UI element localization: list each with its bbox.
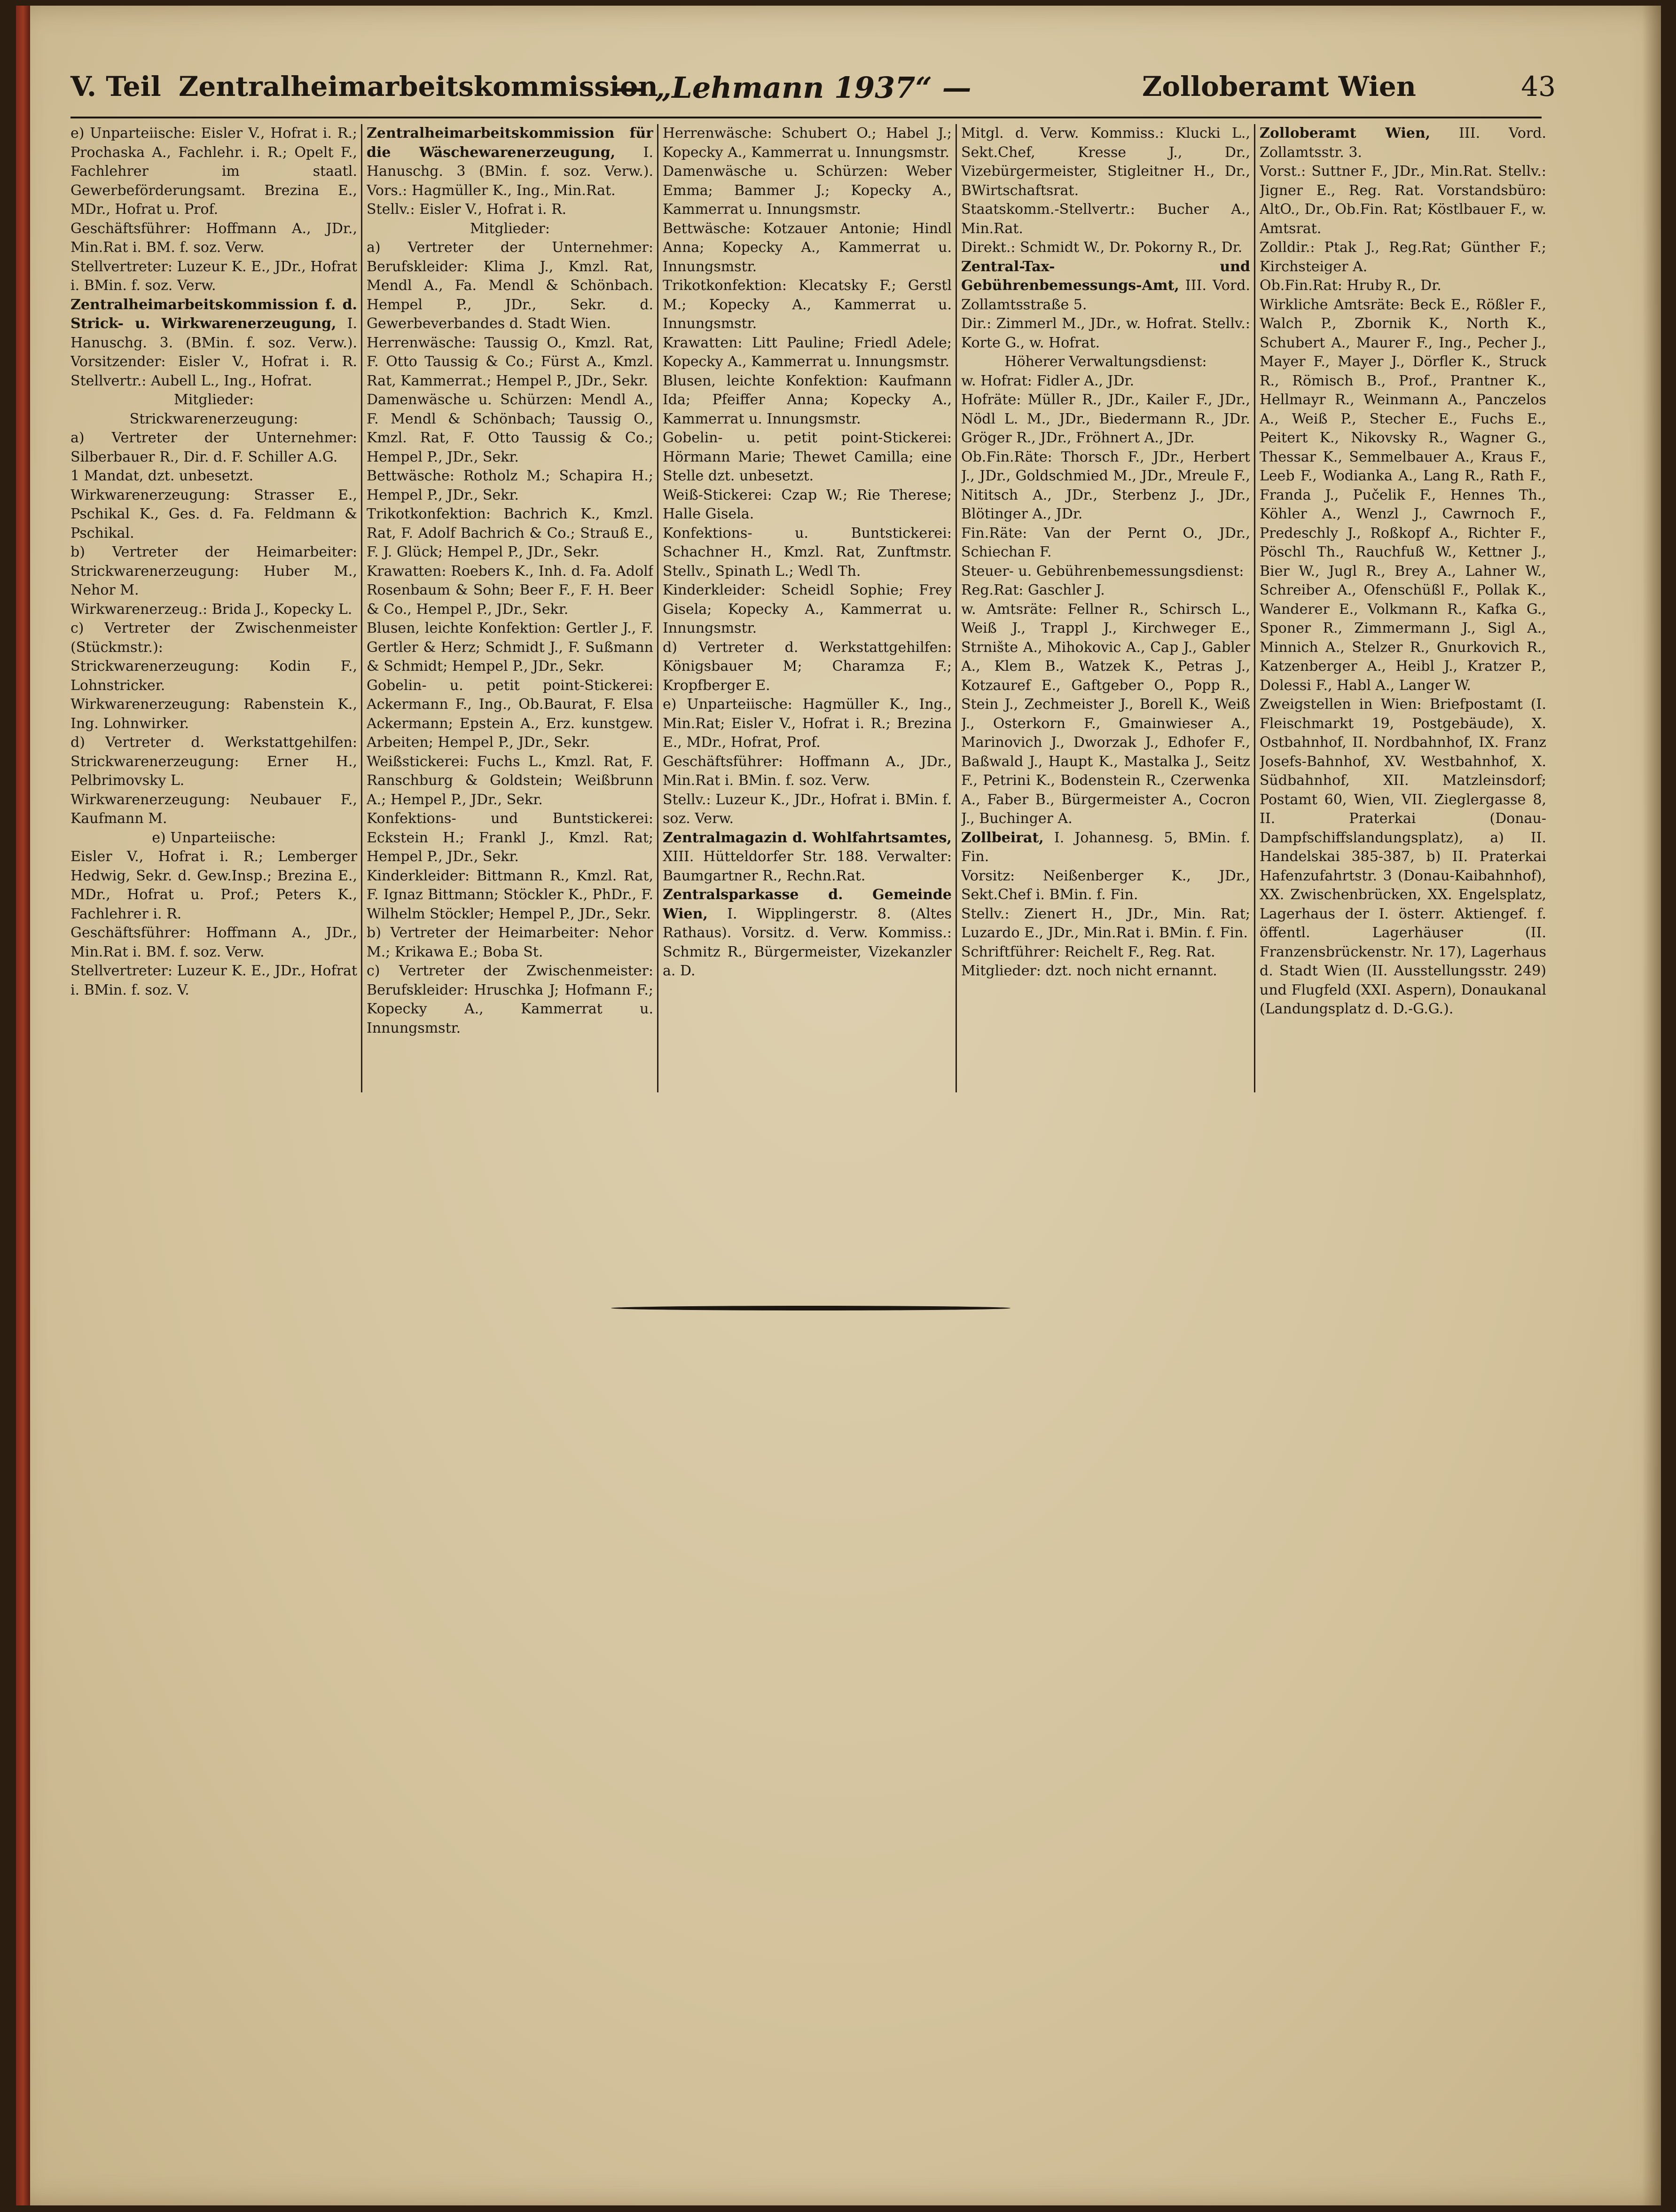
column-divider: [1254, 124, 1255, 1092]
entry-paragraph: Mitgl. d. Verw. Kommiss.: Klucki L., Sekt.Chef, Kresse J., Dr., Vizebürgermeister, Stigleitner H., Dr., BWirtschaftsrat.: [961, 125, 1250, 199]
entry-paragraph: Bettwäsche: Kotzauer Antonie; Hindl Anna; Kopecky A., Kammerrat u. Innungsmstr.: [663, 220, 952, 275]
entry-paragraph: Mitglieder:: [174, 392, 254, 408]
entry-paragraph: Wirkwarenerzeugung: Strasser E., Pschikal K., Ges. d. Fa. Feldmann & Pschikal.: [70, 486, 357, 541]
entry-paragraph: Zentral-Tax- und Gebührenbemessungs-Amt, III. Vord. Zollamtsstraße 5.: [961, 258, 1250, 313]
entry-paragraph: a) Vertreter der Unternehmer: Silberbauer R., Dir. d. F. Schiller A.G.: [70, 430, 357, 465]
entry-paragraph: Geschäftsführer: Hoffmann A., JDr., Min.Rat i. BMin. f. soz. Verw.: [663, 753, 952, 789]
entry-paragraph: Zolldir.: Ptak J., Reg.Rat; Günther F.; Kirchsteiger A.: [1260, 239, 1546, 275]
header-right-title: Zolloberamt Wien: [1142, 71, 1416, 102]
entry-paragraph: Herrenwäsche: Taussig O., Kmzl. Rat, F. Otto Taussig & Co.; Fürst A., Kmzl. Rat, Kammerrat.; Hempel P., JDr., Sekr.: [367, 334, 653, 389]
entry-paragraph: c) Vertreter der Zwischenmeister (Stückmstr.):: [70, 620, 357, 656]
entry-paragraph: w. Amtsräte: Fellner R., Schirsch L., Weiß J., Trappl J., Kirchweger E., Strnište A., Mihokovic A., Cap J., Gabler A., Klem B., Watzek K., Petras J., Kotzauref E., Gaftgeber O., Popp R., Stein J., Zechmeister J., Borell K., Weiß J., Osterkorn F., Gmainwieser A., Marinovich J., Dworzak J., Edhofer F., Baßwald J., Haupt K., Mastalka J., Seitz F., Petrini K., Bodenstein R., Czerwenka A., Faber B., Bürgermeister A., Cocron J., Buchinger A.: [961, 601, 1250, 827]
header-part-label: V. Teil: [70, 71, 161, 102]
entry-paragraph: Kinderkleider: Bittmann R., Kmzl. Rat, F. Ignaz Bittmann; Stöckler K., PhDr., F. Wilhelm Stöckler; Hempel P., JDr., Sekr.: [367, 867, 653, 922]
header-left-title: Zentralheimarbeitskommission: [179, 71, 658, 102]
entry-paragraph: w. Hofrat: Fidler A., JDr.: [961, 372, 1135, 389]
page-number: 43: [1521, 71, 1556, 102]
entry-paragraph: Direkt.: Schmidt W., Dr. Pokorny R., Dr.: [961, 239, 1243, 256]
text-column-3: [663, 124, 952, 1088]
entry-paragraph: Wirkliche Amtsräte: Beck E., Rößler F., Walch P., Zbornik K., North K., Schubert A., Maurer F., Ing., Pecher J., Mayer F., Mayer J., Dörfler K., Struck R., Römisch B., Prof., Prantner K., Hellmayr R., Weinmann A., Panczelos A., Weiß P., Stecher E., Fuchs E., Peitert K., Nikovsky R., Wagner G., Thessar K., Semmelbauer A., Kraus F., Leeb F., Wodianka A., Lang R., Rath F., Franda J., Pučelik F., Hennes Th., Köhler A., Wenzl J., Cawrnoch F., Predeschly J., Roßkopf A., Richter F., Pöschl Th., Rauchfuß W., Kettner J., Bier W., Jugl R., Brey A., Lahner W., Schreiber A., Ofenschüßl F., Pollak K., Wanderer E., Volkmann R., Kafka G., Sponer R., Zimmermann J., Sigl A., Minnich A., Stelzer R., Gnurkovich R., Katzenberger A., Heibl J., Kratzer P., Dolessi F., Habl A., Langer W.: [1260, 296, 1546, 694]
entry-paragraph: Ob.Fin.Rat: Hruby R., Dr.: [1260, 277, 1441, 294]
entry-paragraph: Zentralheimarbeitskommission für die Wäschewarenerzeugung, I. Hanuschg. 3 (BMin. f. soz. Verw.). Vors.: Hagmüller K., Ing., Min.Rat.: [367, 125, 653, 199]
entry-paragraph: Bettwäsche: Rotholz M.; Schapira H.; Hempel P., JDr., Sekr.: [367, 468, 653, 503]
text-column-4: [961, 124, 1250, 1088]
entry-paragraph: Stellv.: Zienert H., JDr., Min. Rat; Luzardo E., JDr., Min.Rat i. BMin. f. Fin.: [961, 905, 1250, 941]
entry-paragraph: Zollbeirat, I. Johannesg. 5, BMin. f. Fin.: [961, 829, 1250, 865]
entry-paragraph: Stellvertreter: Luzeur K. E., JDr., Hofrat i. BMin. f. soz. V.: [70, 963, 357, 998]
entry-paragraph: Stellv.: Eisler V., Hofrat i. R.: [367, 201, 567, 218]
entry-heading: Zollbeirat,: [961, 829, 1044, 846]
entry-paragraph: Krawatten: Roebers K., Inh. d. Fa. Adolf Rosenbaum & Sohn; Beer F., F. H. Beer & Co., Hempel P., JDr., Sekr.: [367, 563, 653, 618]
entry-heading: Zentral-Tax- und Gebührenbemessungs-Amt,: [961, 258, 1250, 294]
entry-paragraph: Strickwarenerzeugung: Kodin F., Lohnstricker.: [70, 658, 357, 694]
entry-paragraph: Schriftführer: Reichelt F., Reg. Rat.: [961, 943, 1215, 960]
entry-heading: Zentralheimarbeitskommission für die Wäschewarenerzeugung,: [367, 125, 653, 161]
column-divider: [955, 124, 957, 1092]
entry-paragraph: Konfektions- und Buntstickerei: Eckstein H.; Frankl J., Kmzl. Rat; Hempel P., JDr., Sekr.: [367, 810, 653, 865]
book-spine: [16, 6, 30, 2205]
entry-paragraph: Strickwarenerzeugung:: [129, 410, 298, 427]
entry-paragraph: Krawatten: Litt Pauline; Friedl Adele; Kopecky A., Kammerrat u. Innungsmstr.: [663, 334, 952, 370]
entry-paragraph: Trikotkonfektion: Bachrich K., Kmzl. Rat, F. Adolf Bachrich & Co.; Strauß E., F. J. Glück; Hempel P., JDr., Sekr.: [367, 506, 653, 560]
entry-paragraph: Wirkwarenerzeugung: Rabenstein K., Ing. Lohnwirker.: [70, 696, 357, 732]
entry-paragraph: Eisler V., Hofrat i. R.; Lemberger Hedwig, Sekr. d. Gew.Insp.; Brezina E., MDr., Hofrat u. Prof.; Peters K., Fachlehrer i. R.: [70, 848, 357, 922]
entry-paragraph: Herrenwäsche: Schubert O.; Habel J.; Kopecky A., Kammerrat u. Innungsmstr.: [663, 125, 952, 161]
entry-heading: Zolloberamt Wien,: [1260, 125, 1431, 141]
entry-paragraph: Vorst.: Suttner F., JDr., Min.Rat. Stellv.: Jigner E., Reg. Rat. Vorstandsbüro: AltO., Dr., Ob.Fin. Rat; Köstlbauer F., w. Amtsrat.: [1260, 163, 1546, 237]
entry-paragraph: Weißstickerei: Fuchs L., Kmzl. Rat, F. Ranschburg & Goldstein; Weißbrunn A.; Hempel P., JDr., Sekr.: [367, 753, 653, 808]
entry-paragraph: e) Unparteiische: Hagmüller K., Ing., Min.Rat; Eisler V., Hofrat i. R.; Brezina E., MDr., Hofrat, Prof.: [663, 696, 952, 751]
entry-paragraph: a) Vertreter der Unternehmer: Berufskleider: Klima J., Kmzl. Rat, Mendl A., Fa. Mendl & Schönbach. Hempel P., JDr., Sekr. d. Gewerbeverbandes d. Stadt Wien.: [367, 239, 653, 332]
entry-heading: Zentralsparkasse d. Gemeinde Wien,: [663, 886, 952, 922]
entry-heading: Zentralmagazin d. Wohlfahrtsamtes,: [663, 829, 952, 846]
entry-paragraph: Stellvertreter: Luzeur K. E., JDr., Hofrat i. BMin. f. soz. Verw.: [70, 258, 357, 294]
entry-paragraph: Kinderkleider: Scheidl Sophie; Frey Gisela; Kopecky A., Kammerrat u. Innungsmstr.: [663, 582, 952, 636]
entry-paragraph: Blusen, leichte Konfektion: Kaufmann Ida; Pfeiffer Anna; Kopecky A., Kammerrat u. Innungsmstr.: [663, 372, 952, 427]
entry-paragraph: b) Vertreter der Heimarbeiter: Nehor M.; Krikawa E.; Boba St.: [367, 925, 653, 960]
entry-paragraph: Gobelin- u. petit point-Stickerei: Ackermann F., Ing., Ob.Baurat, F. Elsa Ackermann; Epstein A., Erz. kunstgew. Arbeiten; Hempel P., JDr., Sekr.: [367, 677, 653, 751]
entry-paragraph: Fin.Räte: Van der Pernt O., JDr., Schiechan F.: [961, 525, 1250, 560]
entry-paragraph: d) Vertreter d. Werkstattgehilfen: Strickwarenerzeugung: Erner H., Pelbrimovsky L.: [70, 734, 357, 789]
entry-paragraph: Geschäftsführer: Hoffmann A., JDr., Min.Rat i. BM. f. soz. Verw.: [70, 220, 357, 256]
header-center-title: — „Lehmann 1937“ —: [616, 71, 971, 105]
entry-paragraph: Gobelin- u. petit point-Stickerei: Hörmann Marie; Thewet Camilla; eine Stelle dzt. unbesetzt.: [663, 430, 952, 484]
entry-paragraph: Stellv.: Luzeur K., JDr., Hofrat i. BMin. f. soz. Verw.: [663, 791, 952, 827]
entry-paragraph: Mitglieder: dzt. noch nicht ernannt.: [961, 963, 1217, 979]
entry-paragraph: Steuer- u. Gebührenbemessungsdienst:: [961, 563, 1244, 580]
entry-paragraph: Reg.Rat: Gaschler J.: [961, 582, 1105, 598]
entry-paragraph: Damenwäsche u. Schürzen: Mendl A., F. Mendl & Schönbach; Taussig O., Kmzl. Rat, F. Otto Taussig & Co.; Hempel P., JDr., Sekr.: [367, 392, 653, 465]
entry-paragraph: Konfektions- u. Buntstickerei: Schachner H., Kmzl. Rat, Zunftmstr. Stellv., Spinath L.; Wedl Th.: [663, 525, 952, 580]
section-end-rule: [611, 1306, 1010, 1310]
entry-paragraph: Zweigstellen in Wien: Briefpostamt (I. Fleischmarkt 19, Postgebäude), X. Ostbahnhof, II. Nordbahnhof, IX. Franz Josefs-Bahnhof, XV. Westbahnhof, X. Südbahnhof, XII. Matzleinsdorf; Postamt 60, Wien, VII. Zieglergasse 8, II. Praterkai (Donau-Dampfschiffslandungsplatz), a) II. Handelskai 385-387, b) II. Praterkai Hafenzufahrtstr. 3 (Donau-Kaibahnhof), XX. Zwischenbrücken, XX. Engelsplatz, Lagerhaus der I. österr. Aktiengef. f. öffentl. Lagerhäuser (II. Franzensbrückenstr. Nr. 17), Lagerhaus d. Stadt Wien (II. Ausstellungsstr. 249) und Flugfeld (XXI. Aspern), Donaukanal (Landungsplatz d. D.-G.G.).: [1260, 696, 1546, 1017]
entry-paragraph: d) Vertreter d. Werkstattgehilfen: Königsbauer M; Charamza F.; Kropfberger E.: [663, 639, 952, 694]
entry-paragraph: e) Unparteiische: Eisler V., Hofrat i. R.; Prochaska A., Fachlehr. i. R.; Opelt F., Fachlehrer im staatl. Gewerbeförderungsamt. Brezina E., MDr., Hofrat u. Prof.: [70, 125, 357, 218]
page-edge-shadow: [1642, 6, 1661, 2205]
entry-paragraph: Geschäftsführer: Hoffmann A., JDr., Min.Rat i. BM. f. soz. Verw.: [70, 925, 357, 960]
entry-heading: Zentralheimarbeitskommission f. d. Strick- u. Wirkwarenerzeugung,: [70, 296, 357, 332]
text-column-2: [367, 124, 653, 1088]
entry-paragraph: Zolloberamt Wien, III. Vord. Zollamtsstr. 3.: [1260, 125, 1546, 161]
text-column-5: [1260, 124, 1546, 1088]
entry-paragraph: Weiß-Stickerei: Czap W.; Rie Therese; Halle Gisela.: [663, 486, 952, 522]
entry-paragraph: Ob.Fin.Räte: Thorsch F., JDr., Herbert J., JDr., Goldschmied M., JDr., Mreule F., Nititsch A., JDr., Sterbenz J., JDr., Blötinger A., JDr.: [961, 448, 1250, 522]
running-header: [70, 71, 1556, 108]
text-column-1: [70, 124, 357, 1088]
entry-paragraph: e) Unparteiische:: [152, 829, 276, 846]
entry-paragraph: 1 Mandat, dzt. unbesetzt.: [70, 468, 254, 484]
entry-paragraph: Staatskomm.-Stellvertr.: Bucher A., Min.Rat.: [961, 201, 1250, 237]
entry-paragraph: Wirkwarenerzeug.: Brida J., Kopecky L.: [70, 601, 352, 618]
entry-paragraph: Hofräte: Müller R., JDr., Kailer F., JDr., Nödl L. M., JDr., Biedermann R., JDr. Gröger R., JDr., Fröhnert A., JDr.: [961, 392, 1250, 446]
column-divider: [657, 124, 658, 1092]
entry-paragraph: Blusen, leichte Konfektion: Gertler J., F. Gertler & Herz; Schmidt J., F. Sußmann & Schmidt; Hempel P., JDr., Sekr.: [367, 620, 653, 675]
entry-paragraph: Trikotkonfektion: Klecatsky F.; Gerstl M.; Kopecky A., Kammerrat u. Innungsmstr.: [663, 277, 952, 332]
entry-paragraph: Zentralheimarbeitskommission f. d. Strick- u. Wirkwarenerzeugung, I. Hanuschg. 3. (BMin. f. soz. Verw.). Vorsitzender: Eisler V., Hofrat i. R. Stellvertr.: Aubell L., Ing., Hofrat.: [70, 296, 357, 389]
entry-paragraph: Wirkwarenerzeugung: Neubauer F., Kaufmann M.: [70, 791, 357, 827]
header-rule: [70, 117, 1542, 118]
entry-paragraph: Zentralsparkasse d. Gemeinde Wien, I. Wipplingerstr. 8. (Altes Rathaus). Vorsitz. d. Verw. Kommiss.: Schmitz R., Bürgermeister, Vizekanzler a. D.: [663, 886, 952, 979]
entry-paragraph: Damenwäsche u. Schürzen: Weber Emma; Bammer J.; Kopecky A., Kammerrat u. Innungsmstr.: [663, 163, 952, 218]
entry-paragraph: Vorsitz: Neißenberger K., JDr., Sekt.Chef i. BMin. f. Fin.: [961, 867, 1250, 903]
entry-paragraph: c) Vertreter der Zwischenmeister: Berufskleider: Hruschka J; Hofmann F.; Kopecky A., Kammerrat u. Innungsmstr.: [367, 963, 653, 1036]
column-divider: [361, 124, 362, 1092]
entry-paragraph: Mitglieder:: [470, 220, 550, 237]
entry-paragraph: Zentralmagazin d. Wohlfahrtsamtes, XIII. Hütteldorfer Str. 188. Verwalter: Baumgartner R., Rechn.Rat.: [663, 829, 952, 884]
entry-paragraph: b) Vertreter der Heimarbeiter: Strickwarenerzeugung: Huber M., Nehor M.: [70, 544, 357, 598]
entry-paragraph: Höherer Verwaltungsdienst:: [1004, 353, 1207, 370]
entry-paragraph: Dir.: Zimmerl M., JDr., w. Hofrat. Stellv.: Korte G., w. Hofrat.: [961, 315, 1250, 351]
